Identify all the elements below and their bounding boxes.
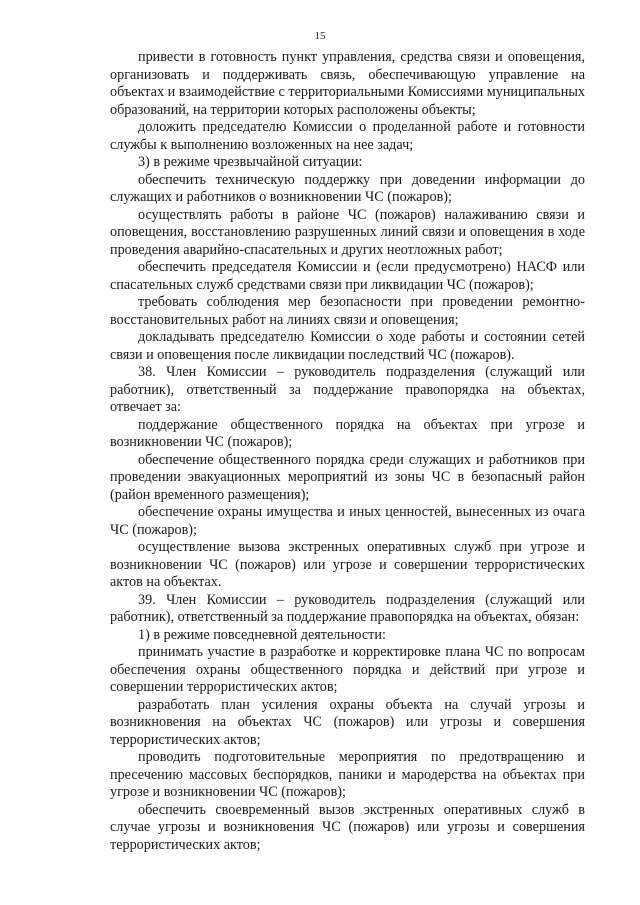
paragraph: 38. Член Комиссии – руководитель подразделения (служащий или работник), ответственный за поддержание правопорядка на объектах, отвечает за: xyxy=(110,364,585,415)
document-body xyxy=(110,49,585,854)
paragraph: принимать участие в разработке и корректировке плана ЧС по вопросам обеспечения охраны общественного порядка и действий при угрозе и совершении террористических актов; xyxy=(110,644,585,695)
paragraph: разработать план усиления охраны объекта на случай угрозы и возникновения на объектах ЧС (пожаров) или угрозы и совершения террористических актов; xyxy=(110,696,585,748)
paragraph: привести в готовность пункт управления, средства связи и оповещения, организовать и поддерживать связь, обеспечивающую управление на объектах и взаимодействие с территориальными Комиссиями муниципальных образований, на территории которых расположены объекты; xyxy=(110,49,585,118)
paragraph: обеспечение общественного порядка среди служащих и работников при проведении эвакуационных мероприятий из зоны ЧС в безопасный район (район временного размещения); xyxy=(110,451,585,503)
paragraph: осуществлять работы в районе ЧС (пожаров) налаживанию связи и оповещения, восстановлению разрушенных линий связи и оповещения в ходе проведения аварийно-спасательных и других неотложных работ; xyxy=(110,206,585,258)
page-number: 15 xyxy=(314,30,326,42)
paragraph: обеспечить председателя Комиссии и (если предусмотрено) НАСФ или спасательных служб средствами связи при ликвидации ЧС (пожаров); xyxy=(110,259,585,293)
paragraph: докладывать председателю Комиссии о ходе работы и состоянии сетей связи и оповещения после ликвидации последствий ЧС (пожаров). xyxy=(110,329,585,363)
paragraph: обеспечение охраны имущества и иных ценностей, вынесенных из очага ЧС (пожаров); xyxy=(110,504,585,538)
paragraph: поддержание общественного порядка на объектах при угрозе и возникновении ЧС (пожаров); xyxy=(110,416,585,450)
paragraph: 1) в режиме повседневной деятельности: xyxy=(138,626,386,643)
paragraph: обеспечить техническую поддержку при доведении информации до служащих и работников о возникновении ЧС (пожаров); xyxy=(110,171,585,205)
paragraph: 39. Член Комиссии – руководитель подразделения (служащий или работник), ответственный за поддержание правопорядка на объектах, обязан: xyxy=(110,591,585,625)
paragraph: проводить подготовительные мероприятия по предотвращению и пресечению массовых беспорядков, паники и мародерства на объектах при угрозе и возникновении ЧС (пожаров); xyxy=(110,749,585,800)
paragraph: требовать соблюдения мер безопасности при проведении ремонтно-восстановительных работ на линиях связи и оповещения; xyxy=(110,294,585,328)
paragraph: обеспечить своевременный вызов экстренных оперативных служб в случае угрозы и возникновения ЧС (пожаров) или угрозы и совершения террористических актов; xyxy=(110,801,585,853)
paragraph: доложить председателю Комиссии о проделанной работе и готовности службы к выполнению возложенных на нее задач; xyxy=(110,119,585,153)
paragraph: осуществление вызова экстренных оперативных служб при угрозе и возникновении ЧС (пожаров) или угрозе и совершении террористических актов на объектах. xyxy=(110,539,585,590)
paragraph: 3) в режиме чрезвычайной ситуации: xyxy=(138,154,363,170)
